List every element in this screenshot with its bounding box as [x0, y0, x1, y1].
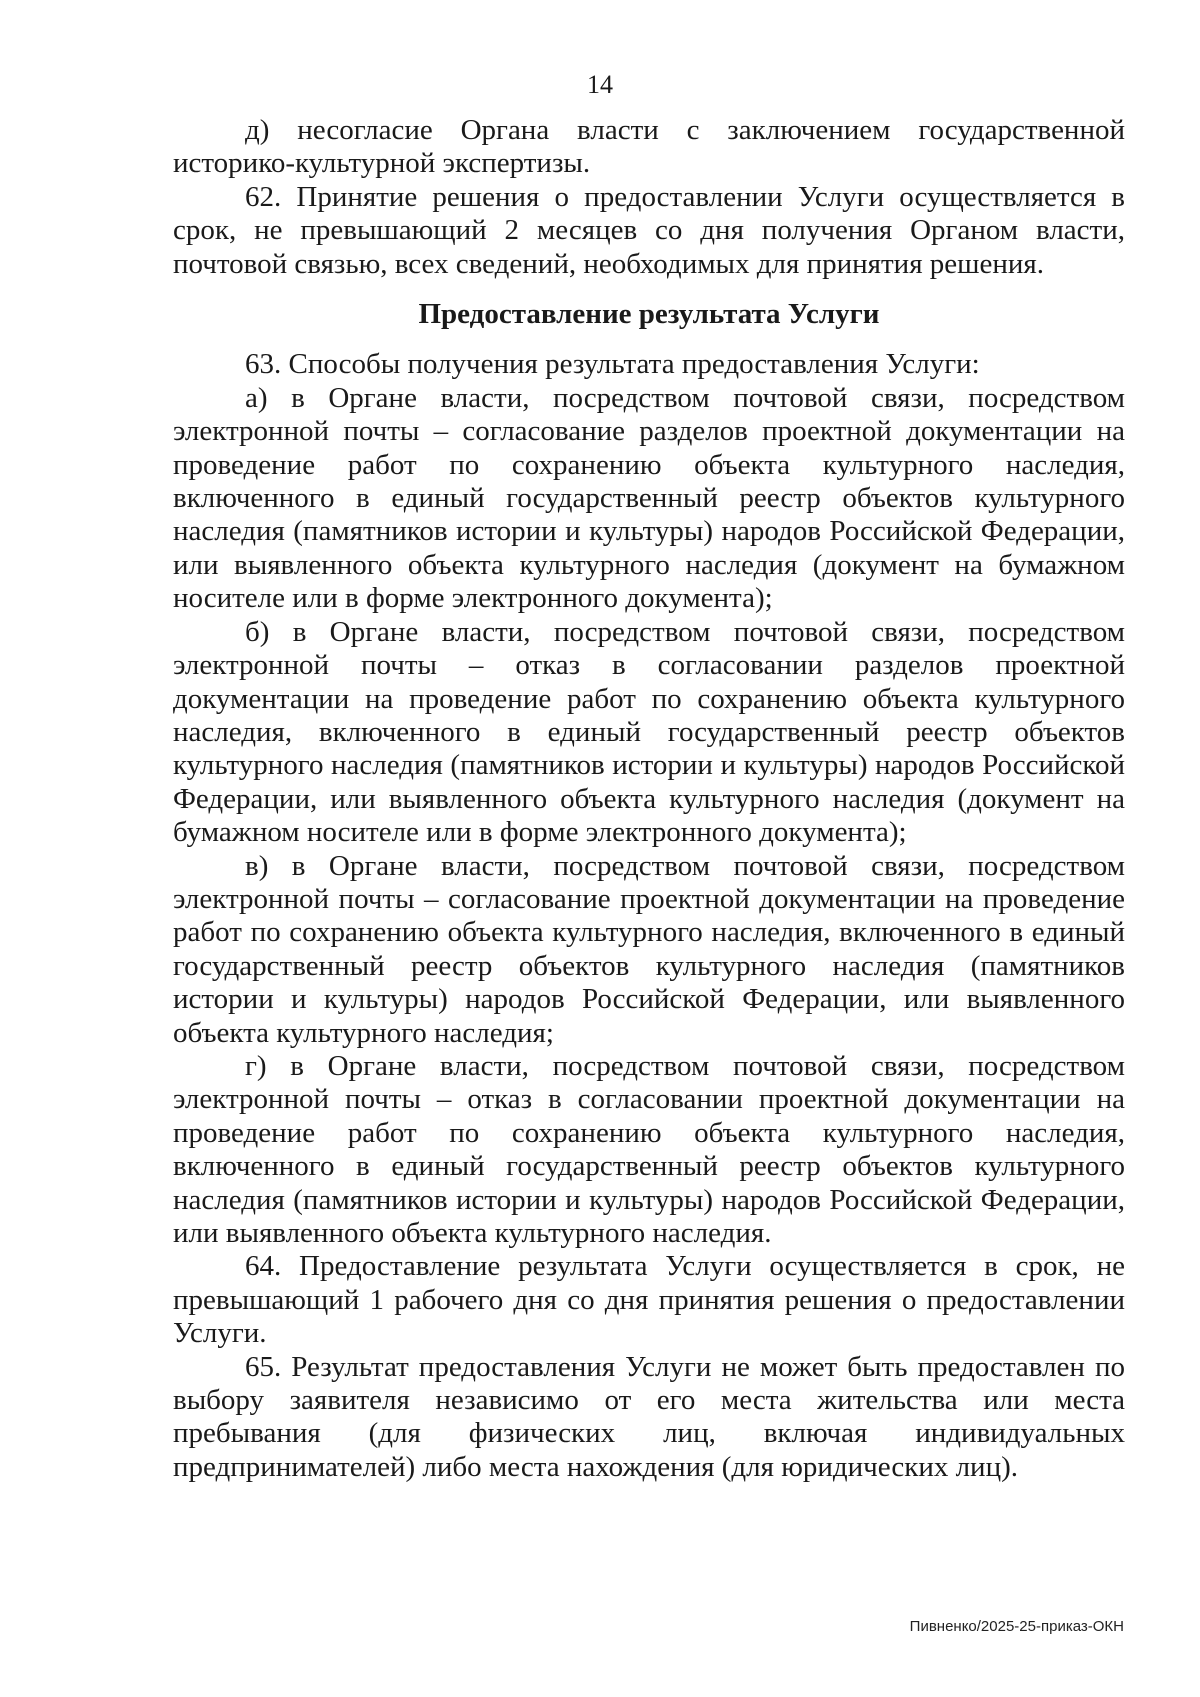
document-code: Пивненко/2025-25-приказ-ОКН [909, 1618, 1124, 1635]
paragraph-63v: в) в Органе власти, посредством почтовой связи, посредством электронной почты – согласование проектной документации на проведение работ по сохранению объекта культурного наследия, включенного в единый государственный реестр объектов культурного наследия (памятников истории и культуры) народов Российской Федерации, или выявленного объекта культурного наследия; [173, 849, 1125, 1049]
paragraph-64: 64. Предоставление результата Услуги осуществляется в срок, не превышающий 1 рабочего дня со дня принятия решения о предоставлении Услуги. [173, 1250, 1125, 1350]
paragraph-63b: б) в Органе власти, посредством почтовой связи, посредством электронной почты – отказ в согласовании разделов проектной документации на проведение работ по сохранению объекта культурного наследия, включенного в единый государственный реестр объектов культурного наследия (памятников истории и культуры) народов Российской Федерации, или выявленного объекта культурного наследия (документ на бумажном носителе или в форме электронного документа); [173, 615, 1125, 849]
page-number: 14 [587, 70, 613, 99]
paragraph-63a: а) в Органе власти, посредством почтовой связи, посредством электронной почты – согласование разделов проектной документации на проведение работ по сохранению объекта культурного наследия, включенного в единый государственный реестр объектов культурного наследия (памятников истории и культуры) народов Российской Федерации, или выявленного объекта культурного наследия (документ на бумажном носителе или в форме электронного документа); [173, 381, 1125, 615]
paragraph-62: 62. Принятие решения о предоставлении Услуги осуществляется в срок, не превышающий 2 месяцев со дня получения Органом власти, почтовой связью, всех сведений, необходимых для принятия решения. [173, 180, 1125, 280]
paragraph-61d: д) несогласие Органа власти с заключением государственной историко-культурной экспертизы. [173, 114, 1125, 180]
paragraph-63: 63. Способы получения результата предоставления Услуги: [245, 348, 980, 381]
section-heading: Предоставление результата Услуги [418, 298, 880, 331]
paragraph-65: 65. Результат предоставления Услуги не может быть предоставлен по выбору заявителя независимо от его места жительства или места пребывания (для физических лиц, включая индивидуальных предпринимателей) либо места нахождения (для юридических лиц). [173, 1350, 1125, 1483]
document-body [173, 114, 1125, 1484]
paragraph-63g: г) в Органе власти, посредством почтовой связи, посредством электронной почты – отказ в согласовании проектной документации на проведение работ по сохранению объекта культурного наследия, включенного в единый государственный реестр объектов культурного наследия (памятников истории и культуры) народов Российской Федерации, или выявленного объекта культурного наследия. [173, 1049, 1125, 1249]
